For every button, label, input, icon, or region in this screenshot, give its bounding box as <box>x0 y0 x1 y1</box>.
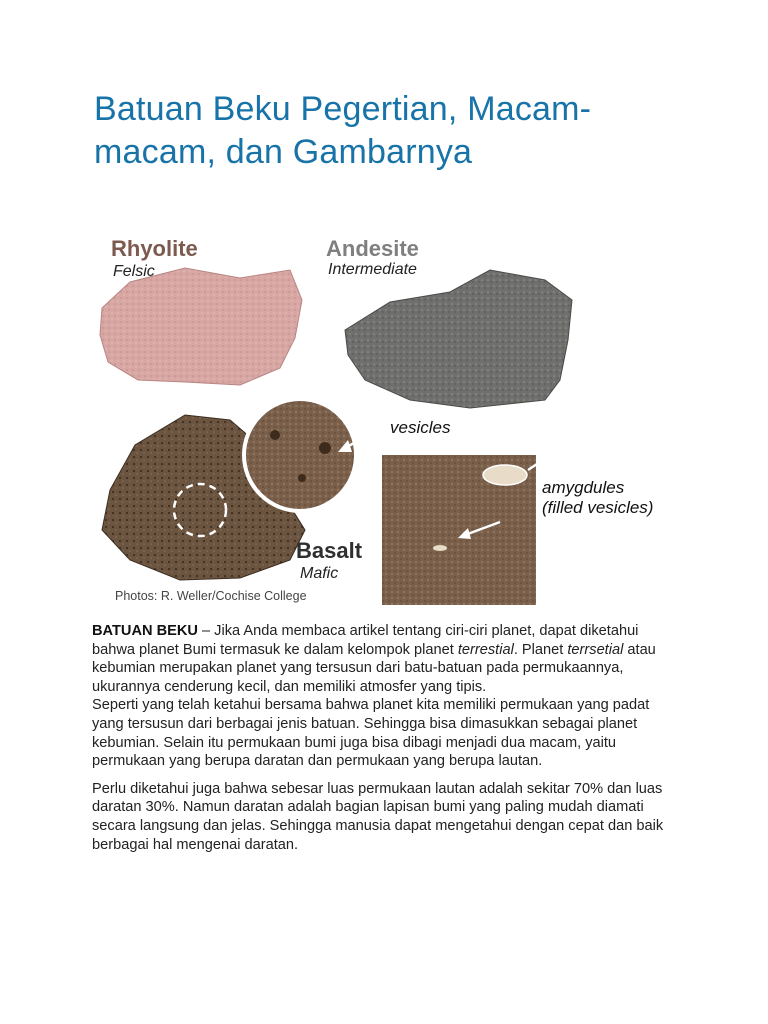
rhyolite-label: Rhyolite <box>111 236 198 261</box>
rock-figure <box>90 230 680 610</box>
paragraph-2: Perlu diketahui juga bahwa sebesar luas permukaan lautan adalah sekitar 70% dan luas daratan 30%. Namun daratan adalah bagian lapisan bumi yang paling mudah diamati secara langsung dan jelas. Sehingga manusia dapat mengetahui dengan cepat dan baik berbagai hal mengenai daratan. <box>92 780 664 853</box>
basalt-label: Basalt <box>296 538 363 563</box>
andesite-rock <box>345 270 572 408</box>
rock-photos <box>90 230 680 610</box>
page-title: Batuan Beku Pegertian, Macam-macam, dan Gambarnya <box>94 90 592 171</box>
paragraph-intro: BATUAN BEKU – Jika Anda membaca artikel tentang ciri-ciri planet, dapat diketahui bahwa planet Bumi termasuk ke dalam kelompok planet terrestial. Planet terrsetial atau kebumian merupakan planet yang tersusun dari batu-batuan pada permukaannya, ukurannya cenderung kecil, dan memiliki atmosfer yang tipis. Seperti yang telah ketahui bersama bahwa planet kita memiliki permukaan yang padat yang tersusun dari berbagai jenis batuan. Sehingga bisa dimasukkan sebagai planet kebumian. Selain itu permukaan bumi juga bisa dibagi menjadi dua macam, yaitu permukaan yang berupa daratan dan permukaan yang berupa lautan. <box>92 623 656 770</box>
photo-credit: Photos: R. Weller/Cochise College <box>115 589 307 603</box>
article-body <box>92 622 682 863</box>
andesite-label: Andesite <box>326 236 419 261</box>
amygdules-label: amygdules <box>542 478 625 497</box>
amygdules-sublabel: (filled vesicles) <box>542 498 654 517</box>
term-batuan-beku: BATUAN BEKU <box>92 623 198 639</box>
rhyolite-type: Felsic <box>113 263 155 280</box>
vesicles-label: vesicles <box>390 418 451 437</box>
basalt-type: Mafic <box>300 565 339 582</box>
andesite-type: Intermediate <box>328 261 417 278</box>
magnified-vesicles <box>244 399 356 511</box>
rhyolite-rock <box>100 268 302 385</box>
